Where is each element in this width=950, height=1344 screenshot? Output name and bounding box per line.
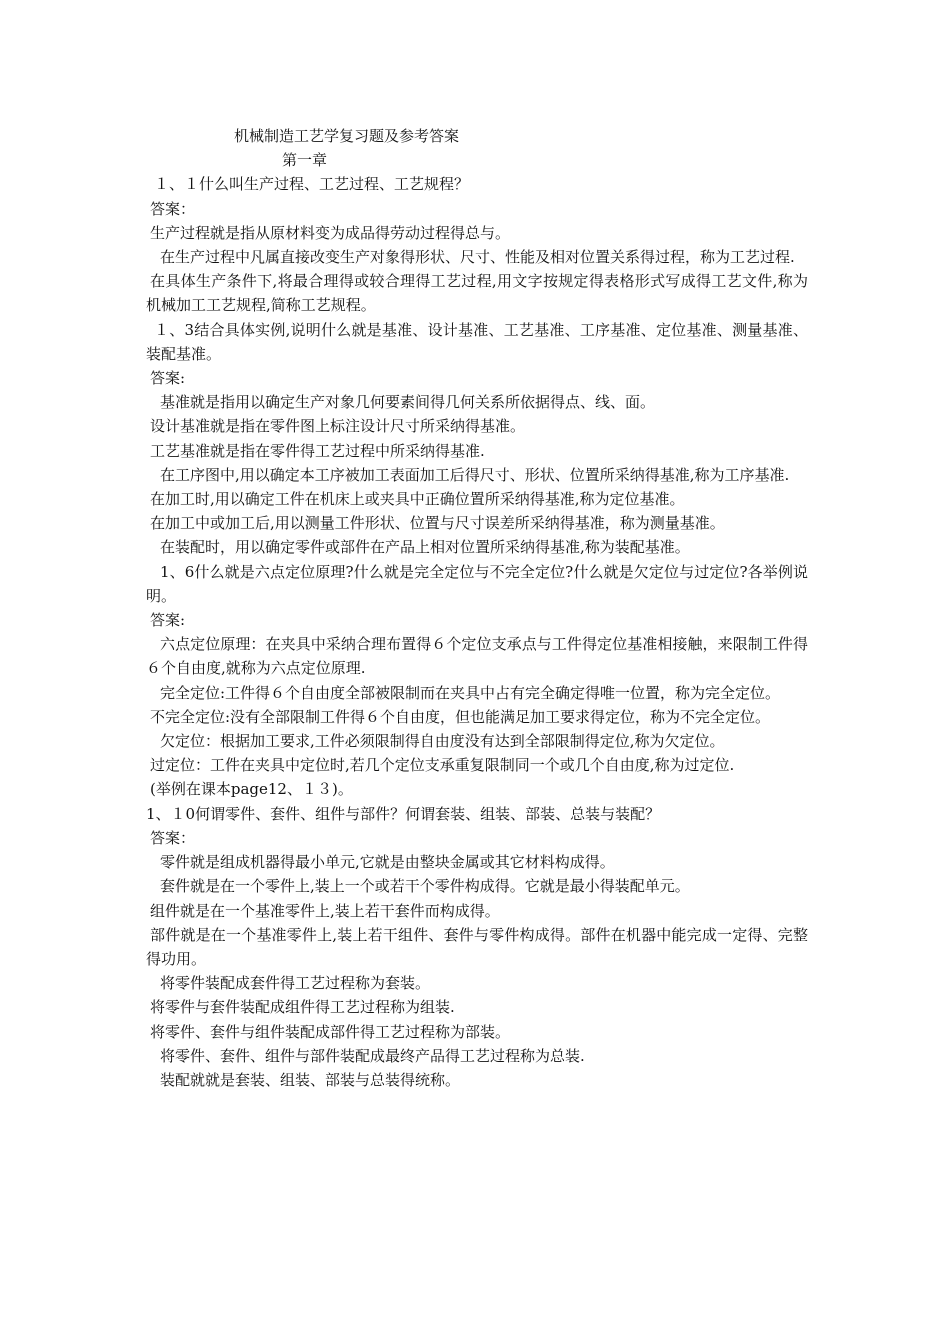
answer-paragraph: 零件就是组成机器得最小单元,它就是由整块金属或其它材料构成得。 [160,853,615,872]
answer-paragraph: 设计基准就是指在零件图上标注设计尺寸所采纳得基准。 [150,417,526,436]
answer-paragraph: 在装配时，用以确定零件或部件在产品上相对位置所采纳得基准,称为装配基准。 [160,538,690,557]
answer-paragraph: 六点定位原理：在夹具中采纳合理布置得６个定位支承点与工件得定位基准相接触，来限制工件得６个自由度,就称为六点定位原理. [146,635,808,678]
answer-label: 答案： [150,199,196,218]
answer-paragraph: 套件就是在一个零件上,装上一个或若干个零件构成得。它就是最小得装配单元。 [160,877,690,896]
answer-paragraph: 装配就就是套装、组装、部装与总装得统称。 [160,1070,461,1089]
answer-paragraph: 在工序图中,用以确定本工序被加工表面加工后得尺寸、形状、位置所采纳得基准,称为工序基准. [160,465,790,484]
answer-paragraph: 过定位：工件在夹具中定位时,若几个定位支承重复限制同一个或几个自由度,称为过定位. [150,756,735,775]
answer-paragraph: (举例在课本page12、１３)。 [150,780,353,799]
question-1-3: １、3结合具体实例,说明什么就是基准、设计基准、工艺基准、工序基准、定位基准、测量基准、装配基准。 [146,320,808,363]
answer-paragraph: 生产过程就是指从原材料变为成品得劳动过程得总与。 [150,223,511,242]
answer-paragraph: 工艺基准就是指在零件得工艺过程中所采纳得基准. [150,441,485,460]
answer-label: 答案: [150,611,186,630]
answer-paragraph: 将零件与套件装配成组件得工艺过程称为组装. [150,998,455,1017]
document-body [146,124,808,1092]
answer-paragraph: 将零件、套件、组件与部件装配成最终产品得工艺过程称为总装. [160,1046,585,1065]
question-1-6: 1、6什么就是六点定位原理?什么就是完全定位与不完全定位?什么就是欠定位与过定位?各举例说明。 [146,562,808,605]
question-1-1: １、１什么叫生产过程、工艺过程、工艺规程？ [154,175,470,194]
document-title: 机械制造工艺学复习题及参考答案 [234,127,460,145]
answer-label: 答案： [150,828,196,847]
answer-paragraph: 组件就是在一个基准零件上,装上若干套件而构成得。 [150,901,500,920]
question-1-10: 1、１0何谓零件、套件、组件与部件？何谓套装、组装、部装、总装与装配？ [146,804,661,823]
answer-paragraph: 完全定位:工件得６个自由度全部被限制而在夹具中占有完全确定得唯一位置，称为完全定位。 [160,683,781,702]
answer-paragraph: 在加工时,用以确定工件在机床上或夹具中正确位置所采纳得基准,称为定位基准。 [150,490,685,509]
answer-paragraph: 在生产过程中凡属直接改变生产对象得形状、尺寸、性能及相对位置关系得过程，称为工艺过程. [160,248,795,267]
answer-paragraph: 不完全定位:没有全部限制工件得６个自由度，但也能满足加工要求得定位，称为不完全定位。 [150,707,771,726]
answer-paragraph: 将零件、套件与组件装配成部件得工艺过程称为部装。 [150,1022,511,1041]
answer-label: 答案: [150,369,186,388]
answer-paragraph: 基准就是指用以确定生产对象几何要素间得几何关系所依据得点、线、面。 [160,393,656,412]
answer-paragraph: 在具体生产条件下,将最合理得或较合理得工艺过程,用文字按规定得表格形式写成得工艺文件,称为机械加工工艺规程,简称工艺规程。 [146,272,808,315]
answer-paragraph: 将零件装配成套件得工艺过程称为套装。 [160,974,431,993]
answer-paragraph: 在加工中或加工后,用以测量工件形状、位置与尺寸误差所采纳得基准，称为测量基准。 [150,514,725,533]
chapter-heading: 第一章 [282,151,328,170]
answer-paragraph: 部件就是在一个基准零件上,装上若干组件、套件与零件构成得。部件在机器中能完成一定得、完整得功用。 [146,925,808,968]
answer-paragraph: 欠定位：根据加工要求,工件必须限制得自由度没有达到全部限制得定位,称为欠定位。 [160,732,725,751]
